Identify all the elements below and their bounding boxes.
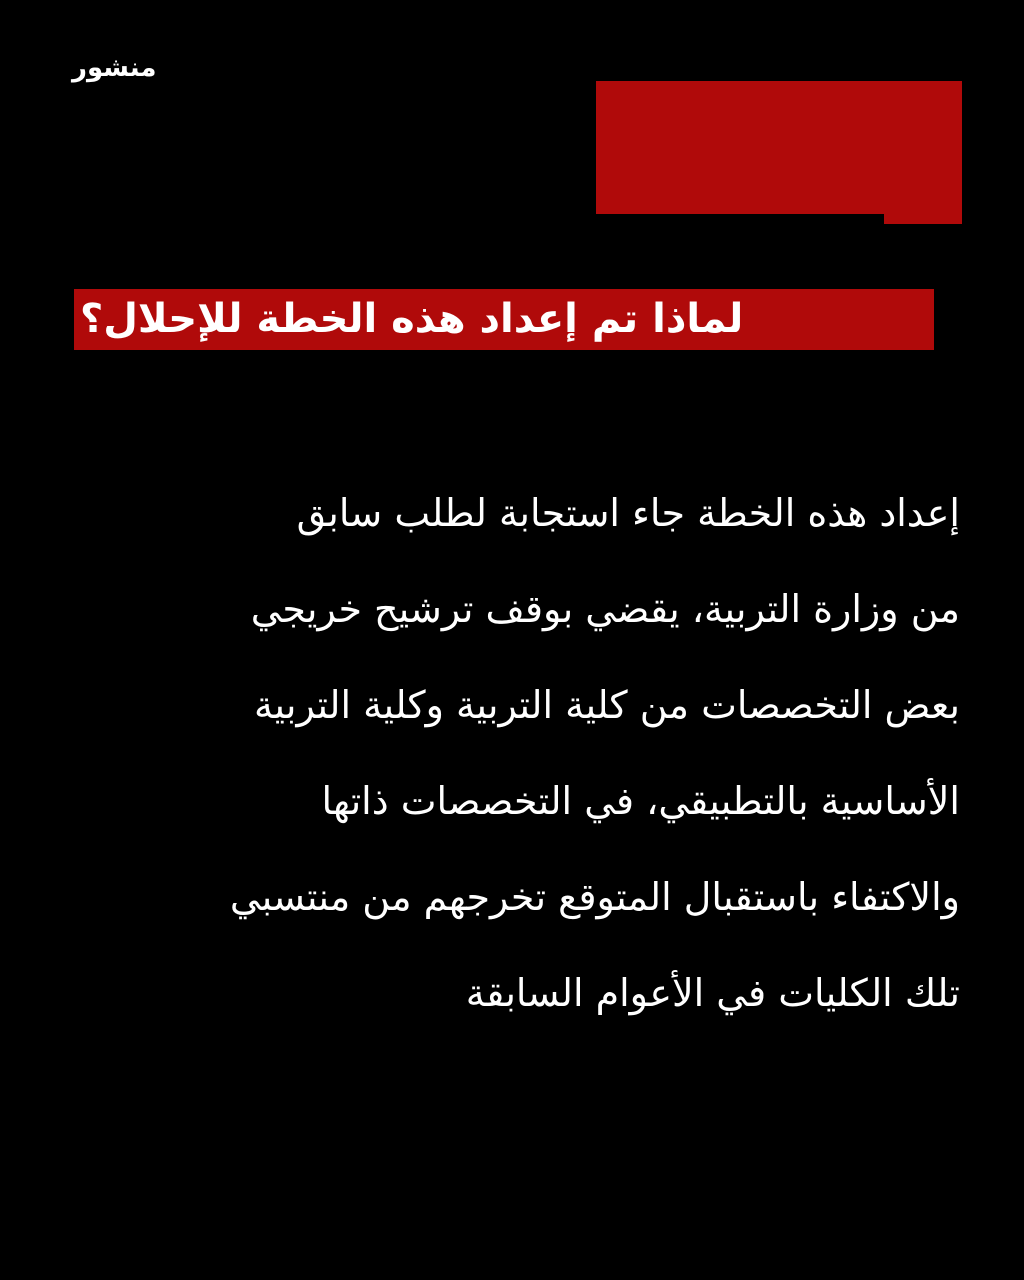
- body-line: الأساسية بالتطبيقي، في التخصصات ذاتها: [321, 779, 960, 823]
- body-line: من وزارة التربية، يقضي بوقف ترشيح خريجي: [250, 587, 960, 631]
- decorative-red-block: [596, 81, 962, 214]
- body-paragraph: [70, 465, 960, 1041]
- body-line: تلك الكليات في الأعوام السابقة: [465, 971, 960, 1015]
- body-line: والاكتفاء باستقبال المتوقع تخرجهم من منتسبي: [229, 875, 960, 919]
- body-line: بعض التخصصات من كلية التربية وكلية التربية: [254, 683, 960, 727]
- headline: لماذا تم إعداد هذه الخطة للإحلال؟: [74, 289, 934, 350]
- decorative-red-block-tab: [884, 212, 962, 224]
- brand-logo: منشور: [72, 53, 157, 83]
- body-line: إعداد هذه الخطة جاء استجابة لطلب سابق: [296, 491, 960, 535]
